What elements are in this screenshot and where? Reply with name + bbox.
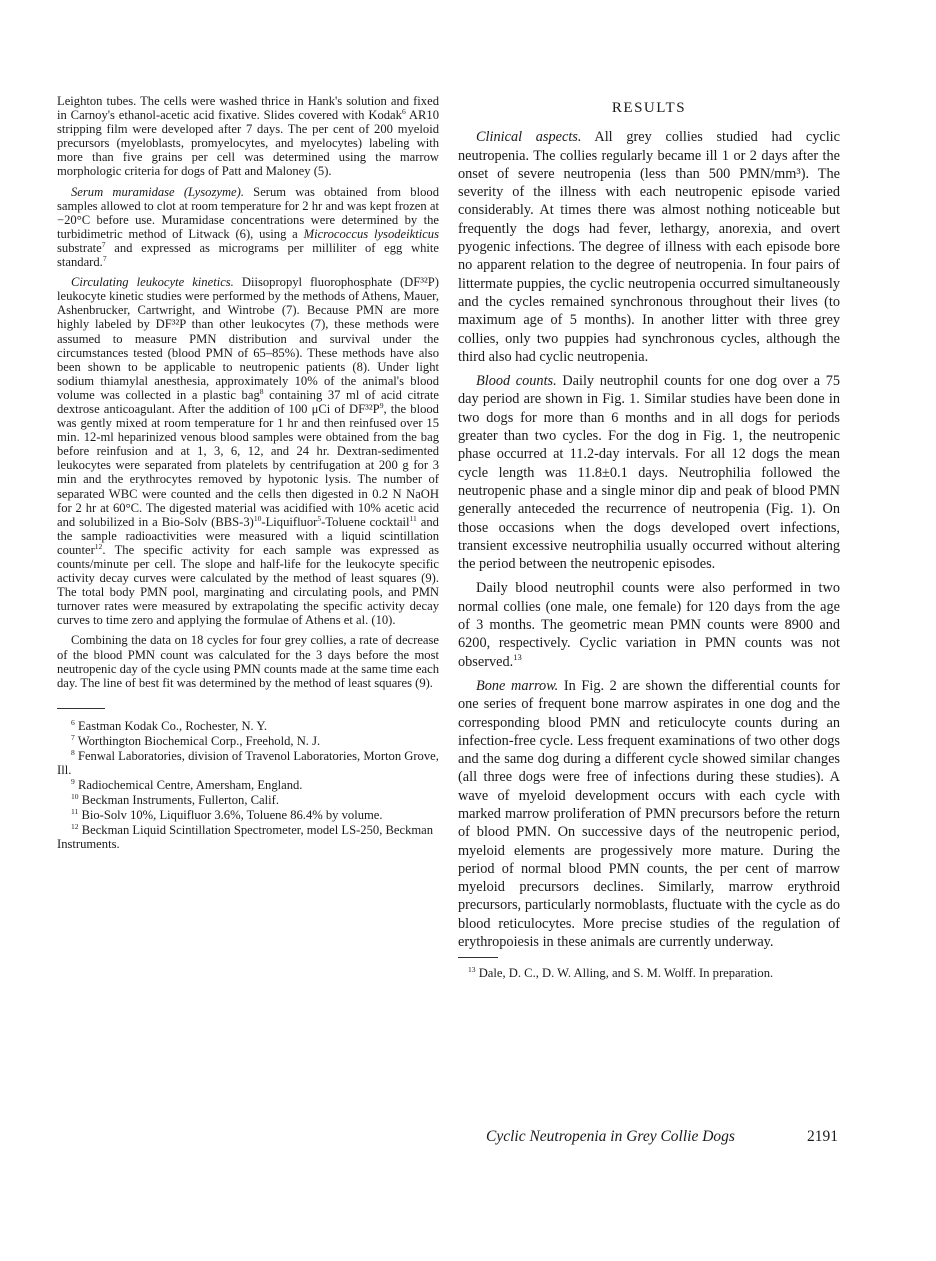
clinical-paragraph xyxy=(458,128,840,366)
footnote-ref: 13 xyxy=(513,651,522,662)
footnote-number: 13 xyxy=(468,965,476,975)
species-name: Micrococcus lysodeikticus xyxy=(303,226,439,241)
blood-counts-text: Daily neutrophil counts for one dog over a 75 day period are shown in Fig. 1. Similar studies have been done in two dogs for more than 6 months and in all dogs for periods greater than two cycles. For the dog in Fig. 1, the neutropenic phase occurred at 11.2-day intervals. For all 12 dogs the mean cycle length was 11.8±0.1 days. Neutrophilia followed the neutropenic phase and a single minor dip and peak of blood PMN generally anteceded the recurrence of neutropenia (Fig. 1). On those occasions when the dogs developed overt infections, transient excessive neutrophilia usually occurred without altering the period between the neutropenic episodes. xyxy=(458,373,840,573)
footnote-text: Radiochemical Centre, Amersham, England. xyxy=(77,777,303,792)
daily-counts-paragraph xyxy=(458,579,840,670)
footnote xyxy=(57,823,439,851)
footnote-number: 6 xyxy=(71,717,75,727)
bone-marrow-paragraph xyxy=(458,677,840,951)
running-title: Cyclic Neutropenia in Grey Collie Dogs xyxy=(486,1128,735,1145)
bone-marrow-text: In Fig. 2 are shown the differential counts for one series of frequent bone marrow aspirates in one dog and the corresponding blood PMN and reticulocyte counts during an infection-free cycle. Less frequent examinations of two other dogs and the same dog during a different cycle showed similar changes (all three dogs were free of infections during these studies). A wave of myeloid development occurs with each cycle with marked marrow proliferation of PMN precursors before the return of blood PMN. On successive days of the neutropenic period, myeloid elements are progessively more mature. During the period of normal blood PMN counts, the per cent of marrow myeloid precursors declines. Similarly, marrow erythroid precursors, particularly normoblasts, fluctuate with the cycle as do blood reticulocytes. More precise studies of the regulation of erythropoiesis in these animals are currently underway. xyxy=(458,677,840,951)
footnote-text: Beckman Instruments, Fullerton, Calif. xyxy=(81,792,279,807)
intro-text: Leighton tubes. The cells were washed thrice in Hank's solution and fixed in Carnoy's ethanol-acetic acid fixative. Slides covered with Kodak xyxy=(57,94,439,123)
serum-text-2: substrate xyxy=(57,240,102,255)
kinetics-text-7: . The specific activity for each sample was expressed as counts/minute per cell. The slope and half-life for the leukocyte specific activity decay curves were calculated by the method of least squares (9). The total body PMN pool, marginating and circulating pools, and PMN turnover rates were measured by extrapolating the specific activity decay curves to time zero and applying the formulae of Athens et al. (10). xyxy=(57,542,439,628)
footnote-number: 12 xyxy=(71,821,79,831)
footnote-ref: 8 xyxy=(259,386,264,396)
footnote-number: 11 xyxy=(71,806,79,816)
footnote-number: 10 xyxy=(71,791,79,801)
footnote-text: Bio-Solv 10%, Liquifluor 3.6%, Toluene 86.4% by volume. xyxy=(81,807,383,822)
daily-counts-text: Daily blood neutrophil counts were also performed in two normal collies (one male, one female) for 120 days from the age of 3 months. The geometric mean PMN counts were 8900 and 6200, respectively. Cyclic variation in PMN counts was not observed. xyxy=(458,580,840,670)
footnote-text: Eastman Kodak Co., Rochester, N. Y. xyxy=(77,718,268,733)
kinetics-paragraph xyxy=(57,275,439,627)
left-column xyxy=(57,94,439,852)
page-number: 2191 xyxy=(807,1128,838,1145)
footnote-ref: 6 xyxy=(401,106,406,116)
footnote-number: 9 xyxy=(71,776,75,786)
serum-text-3: and expressed as micrograms per milliliter of egg white standard. xyxy=(57,240,439,270)
clinical-heading: Clinical aspects. xyxy=(476,129,582,146)
clinical-text: All grey collies studied had cyclic neutropenia. The collies regularly became ill 1 or 2 days after the onset of severe neutropenia (less than 500 PMN/mm³). The severity of the illness with each neutropenic episode varied considerably. At times there was almost nothing noticeable but frequently the dogs had fever, lethargy, anorexia, and overt pyogenic infections. The degree of illness with each episode bore no apparent relation to the degree of neutropenia. In four pairs of littermate puppies, the cyclic neutropenia occurred simultaneously and the cycles remained synchronous throughout their lives (to maximum age of 5 months). In another litter with three grey collies, only two puppies had synchronous cycles, although the third also had cyclic neutropenia. xyxy=(458,129,840,365)
footnote-ref: 5 xyxy=(317,513,322,523)
footnote-number: 7 xyxy=(71,732,75,742)
intro-text-2: AR10 stripping film were developed after 7 days. The per cent of 200 myeloid precursors (myeloblasts, promyelocytes, and myelocytes) labeling with more than five grains per cell was determined using the marrow morphologic criteria for dogs of Patt and Maloney (5). xyxy=(57,108,439,179)
blood-counts-paragraph xyxy=(458,372,840,573)
results-heading: RESULTS xyxy=(611,100,687,116)
footnote xyxy=(458,966,840,981)
bone-marrow-heading: Bone marrow. xyxy=(476,677,559,694)
footnote-text: Worthington Biochemical Corp., Freehold, N. J. xyxy=(77,733,321,748)
footnotes-left xyxy=(57,719,439,851)
footnotes-right xyxy=(458,966,840,981)
kinetics-text-3: , the blood was gently mixed at room temperature for 1 hr and then reinfused over 15 min. 12-ml heparinized venous blood samples were obtained from the bag before reinfusion and at 1, 3, 6, 12, and 24 hr. Dextran-sedimented leukocytes were separated from platelets by centrifugation at 200 g for 3 min and the erythrocytes removed by hypotonic lysis. The number of separated WBC were counted and the cells then digested in 0.2 N NaOH for 2 hr at 60°C. The digested material was acidified with 10% acetic acid and solubilized in a Bio-Solv (BBS-3) xyxy=(57,401,439,529)
footnote-divider xyxy=(57,708,105,709)
kinetics-text-2: containing 37 ml of acid citrate dextrose anticoagulant. After the addition of 100 μCi of DF³²P xyxy=(57,387,439,416)
serum-text: Serum was obtained from blood samples allowed to clot at room temperature for 2 hr and was kept frozen at −20°C before use. Muramidase concentrations were determined by the turbidimetric method of Litwack (6), using a xyxy=(57,184,439,241)
footnote xyxy=(57,808,439,822)
combine-paragraph: Combining the data on 18 cycles for four grey collies, a rate of decrease of the blood PMN count was calculated for the 3 days before the most neutropenic day of the cycle using PMN counts made at the same time each day. The line of best fit was determined by the method of least squares (9). xyxy=(57,633,439,690)
serum-heading: Serum muramidase (Lysozyme). xyxy=(71,184,244,199)
footnote-ref: 7 xyxy=(101,239,106,249)
footnote-divider xyxy=(458,957,498,958)
footnote xyxy=(57,719,439,733)
footnote-text: Beckman Liquid Scintillation Spectrometer, model LS-250, Beckman Instruments. xyxy=(57,822,434,851)
footnote-ref: 7 xyxy=(102,253,107,263)
kinetics-text-4: -Liquifluor xyxy=(261,514,318,529)
footnote-text: Dale, D. C., D. W. Alling, and S. M. Wolff. In preparation. xyxy=(478,966,774,981)
kinetics-text-6: and the sample radioactivities were measured with a liquid scintillation counter xyxy=(57,514,439,557)
serum-paragraph xyxy=(57,185,439,270)
footnote-ref: 11 xyxy=(409,513,417,523)
footnote-ref: 10 xyxy=(253,513,262,523)
intro-paragraph xyxy=(57,94,439,179)
running-head xyxy=(486,1128,838,1146)
footnote-number: 8 xyxy=(71,747,75,757)
footnote-ref: 9 xyxy=(379,400,384,410)
kinetics-text-5: -Toluene cocktail xyxy=(321,514,410,529)
blood-counts-heading: Blood counts. xyxy=(476,373,557,390)
kinetics-text: Diisopropyl fluorophosphate (DF³²P) leukocyte kinetic studies were performed by the methods of Athens, Mauer, Ashenbrucker, Cartwright, and Wintrobe (7). Because PMN are more highly labeled by DF³²P than other leukocytes (7), these methods were assumed to measure PMN distribution and survival under the circumstances tested (blood PMN of 65–85%). These methods have also been shown to be applicable to neutropenic patients (8). Under light sodium thiamylal anesthesia, approximately 10% of the animal's blood volume was collected in a plastic bag xyxy=(57,275,440,402)
footnote-ref: 12 xyxy=(94,541,103,551)
footnote xyxy=(57,778,439,792)
kinetics-heading: Circulating leukocyte kinetics. xyxy=(71,275,234,290)
footnote xyxy=(57,749,439,777)
footnote-text: Fenwal Laboratories, division of Travenol Laboratories, Morton Grove, Ill. xyxy=(57,748,439,777)
footnote xyxy=(57,793,439,807)
right-column xyxy=(458,94,840,982)
footnote xyxy=(57,734,439,748)
